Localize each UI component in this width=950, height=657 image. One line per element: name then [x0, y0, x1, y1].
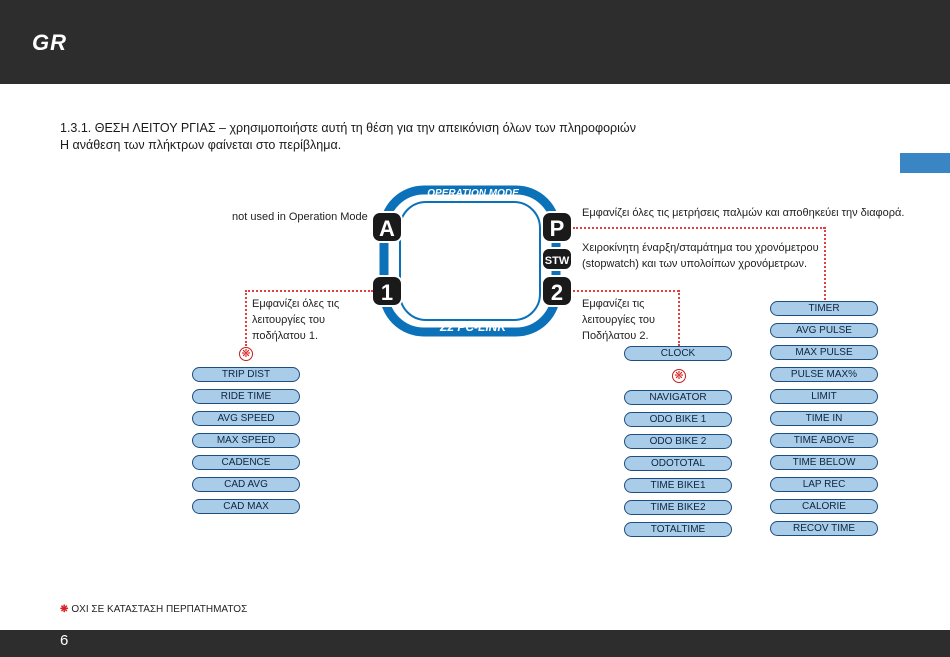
button-2-label: 2	[550, 280, 564, 305]
note-button-2	[582, 296, 655, 344]
list-item: MAX SPEED	[192, 433, 300, 448]
list-item: LIMIT	[770, 389, 878, 404]
note-stw-line-1: Χειροκίνητη έναρξη/σταμάτημα του χρονόμετρου	[582, 242, 819, 254]
list-item: AVG PULSE	[770, 323, 878, 338]
connector-p-vertical	[824, 227, 826, 303]
list-item: TIMER	[770, 301, 878, 316]
list-item: TIME IN	[770, 411, 878, 426]
note-button-1	[252, 296, 339, 344]
button-stw	[542, 248, 572, 270]
list-item: PULSE MAX%	[770, 367, 878, 382]
device-bottom-label: Z2 PC-LINK	[440, 320, 506, 334]
section-heading	[60, 120, 636, 154]
heading-line-2: Η ανάθεση των πλήκτρων φαίνεται στο περίβλημα.	[60, 138, 342, 152]
list-item: AVG SPEED	[192, 411, 300, 426]
list-item: RIDE TIME	[192, 389, 300, 404]
note-b1-line-1: Εμφανίζει όλες τις	[252, 298, 340, 310]
connector-b1-vertical	[245, 290, 247, 346]
list-item: NAVIGATOR	[624, 390, 732, 405]
button-2	[542, 276, 572, 306]
connector-b1-horizontal	[245, 290, 373, 292]
list-item: TIME BELOW	[770, 455, 878, 470]
language-label: GR	[32, 30, 67, 55]
list-item: TIME BIKE1	[624, 478, 732, 493]
list-item: RECOV TIME	[770, 521, 878, 536]
note-b1-line-2: λειτουργίες του	[252, 314, 325, 326]
connector-b2-horizontal	[573, 290, 679, 292]
button-a-label: A	[379, 216, 395, 241]
device-top-label: OPERATION MODE	[427, 188, 519, 199]
bottom-bar	[0, 630, 950, 657]
list-item: CAD AVG	[192, 477, 300, 492]
heading-line-1: 1.3.1. ΘΕΣΗ ΛΕΙΤΟΥ ΡΓΙΑΣ – χρησιμοποιήστε αυτή τη θέση για την απεικόνιση όλων των πληροφοριών	[60, 121, 636, 135]
list-item: MAX PULSE	[770, 345, 878, 360]
clock-item: CLOCK	[624, 346, 732, 361]
note-b2-line-2: λειτουργίες του	[582, 314, 655, 326]
list-item: TIME ABOVE	[770, 433, 878, 448]
list-item: CAD MAX	[192, 499, 300, 514]
button-p	[542, 212, 572, 242]
list-item: ODO BIKE 2	[624, 434, 732, 449]
button-1	[372, 276, 402, 306]
button-stw-label: STW	[544, 255, 570, 267]
list-item: TOTALTIME	[624, 522, 732, 537]
footnote	[60, 604, 247, 615]
device-diagram	[360, 180, 580, 340]
list-item: ODOTOTAL	[624, 456, 732, 471]
list-item: ODO BIKE 1	[624, 412, 732, 427]
list-item: TRIP DIST	[192, 367, 300, 382]
note-b1-line-3: ποδήλατου 1.	[252, 330, 319, 342]
list-item: CADENCE	[192, 455, 300, 470]
button-a	[372, 212, 402, 242]
no-walk-mode-marker-icon: ❋	[672, 369, 686, 383]
connector-b2-vertical	[678, 290, 680, 346]
note-button-p: Εμφανίζει όλες τις μετρήσεις παλμών και αποθηκεύει την διαφορά.	[582, 207, 905, 219]
connector-p-horizontal	[573, 227, 825, 229]
note-button-stw	[582, 240, 819, 272]
note-stw-line-2: (stopwatch) και των υπολοίπων χρονόμετρων.	[582, 258, 808, 270]
note-b2-line-3: Ποδήλατου 2.	[582, 330, 649, 342]
button-p-label: P	[549, 216, 565, 241]
list-item: CALORIE	[770, 499, 878, 514]
note-b2-line-1: Εμφανίζει τις	[582, 298, 645, 310]
list-item: TIME BIKE2	[624, 500, 732, 515]
footnote-text: ΟΧΙ ΣΕ ΚΑΤΑΣΤΑΣΗ ΠΕΡΠΑΤΗΜΑΤΟΣ	[71, 604, 248, 615]
page-number: 6	[60, 632, 69, 649]
note-button-a: not used in Operation Mode	[232, 211, 368, 223]
list-item: LAP REC	[770, 477, 878, 492]
top-bar	[0, 0, 950, 84]
button-1-label: 1	[380, 280, 394, 305]
no-walk-mode-marker-icon: ❋	[239, 347, 253, 361]
section-tab-marker	[900, 153, 950, 173]
asterisk-icon: ❋	[60, 604, 69, 615]
